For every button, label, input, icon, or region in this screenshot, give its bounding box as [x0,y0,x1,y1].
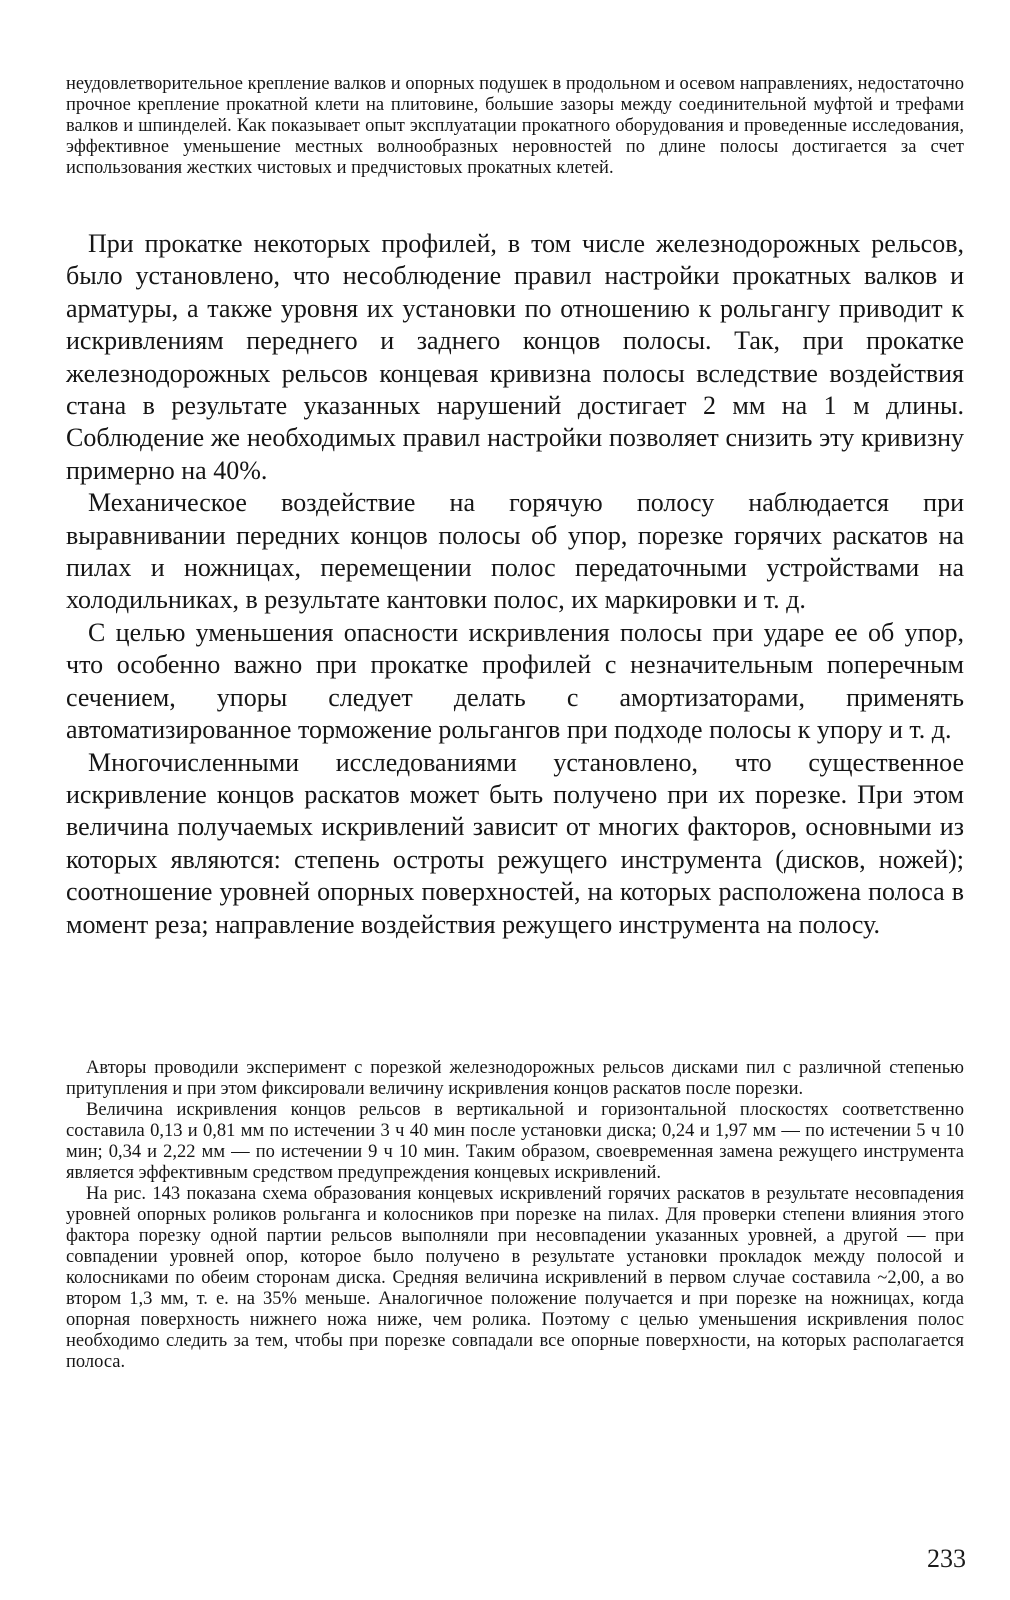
paragraph-mechanical-impact: Механическое воздействие на горячую полосу наблюдается при выравнивании передних концов полосы об упор, порезке горячих раскатов на пилах и ножницах, перемещении полос передаточными устройствами на холодильниках, в результате кантовки полос, их маркировки и т. д. [66,488,964,615]
paragraph-experiment: Авторы проводили эксперимент с порезкой железнодорожных рельсов дисками пил с различной степенью притупления и при этом фиксировали величину искривления концов раскатов после порезки. [66,1058,964,1099]
main-text-block [66,228,964,941]
page-number: 233 [927,1544,966,1573]
continued-text-block [66,74,964,179]
paragraph-figure-143: На рис. 143 показана схема образования концевых искривлений горячих раскатов в результате несовпадения уровней опорных роликов рольганга и колосников при порезке на пилах. Для проверки степени влияния этого фактора порезку одной партии рельсов выполняли при несовпадении указанных уровней, а другой — при совпадении уровней опор, которое было получено в результате установки прокладок между полосой и колосниками по обеим сторонам диска. Средняя величина искривлений в первом случае составила ~2,00, а во втором 1,3 мм, т. е. на 35% меньше. Аналогичное положение получается и при порезке на ножницах, когда опорная поверхность нижнего ножа ниже, чем ролика. Поэтому с целью уменьшения искривления полос необходимо следить за тем, чтобы при порезке совпадали все опорные поверхности, на которых располагается полоса. [66,1184,964,1372]
paragraph-rails-curvature: При прокатке некоторых профилей, в том числе железнодорожных рельсов, было установлено, что несоблюдение правил настройки прокатных валков и арматуры, а также уровня их установки по отношению к рольгангу приводит к искривлениям переднего и заднего концов полосы. Так, при прокатке железнодорожных рельсов концевая кривизна полосы вследствие воздействия стана в результате указанных нарушений достигает 2 мм на 1 м длины. Соблюдение же необходимых правил настройки позволяет снизить эту кривизну примерно на 40%. [66,229,964,485]
experiment-text-block [66,1058,964,1373]
paragraph-curvature-values: Величина искривления концов рельсов в вертикальной и горизонтальной плоскостях соответственно составила 0,13 и 0,81 мм по истечении 3 ч 40 мин после установки диска; 0,24 и 1,97 мм — по истечении 5 ч 10 мин; 0,34 и 2,22 мм — по истечении 9 ч 10 мин. Таким образом, своевременная замена режущего инструмента является эффективным средством предупреждения концевых искривлений. [66,1100,964,1183]
paragraph-cutting-factors: Многочисленными исследованиями установлено, что существенное искривление концов раскатов может быть получено при их порезке. При этом величина получаемых искривлений зависит от многих факторов, основными из которых являются: степень остроты режущего инструмента (дисков, ножей); соотношение уровней опорных поверхностей, на которых расположена полоса в момент реза; направление воздействия режущего инструмента на полосу. [66,747,964,939]
paragraph-stop-impact: С целью уменьшения опасности искривления полосы при ударе ее об упор, что особенно важно при прокатке профилей с незначительным поперечным сечением, упоры следует делать с амортизаторами, применять автоматизированное торможение рольгангов при подходе полосы к упору и т. д. [66,617,964,745]
continued-paragraph: неудовлетворительное крепление валков и опорных подушек в продольном и осевом направлениях, недостаточно прочное крепление прокатной клети на плитовине, большие зазоры между соединительной муфтой и трефами валков и шпинделей. Как показывает опыт эксплуатации прокатного оборудования и проведенные исследования, эффективное уменьшение местных волнообразных неровностей по длине полосы достигается за счет использования жестких чистовых и предчистовых прокатных клетей. [66,74,964,178]
